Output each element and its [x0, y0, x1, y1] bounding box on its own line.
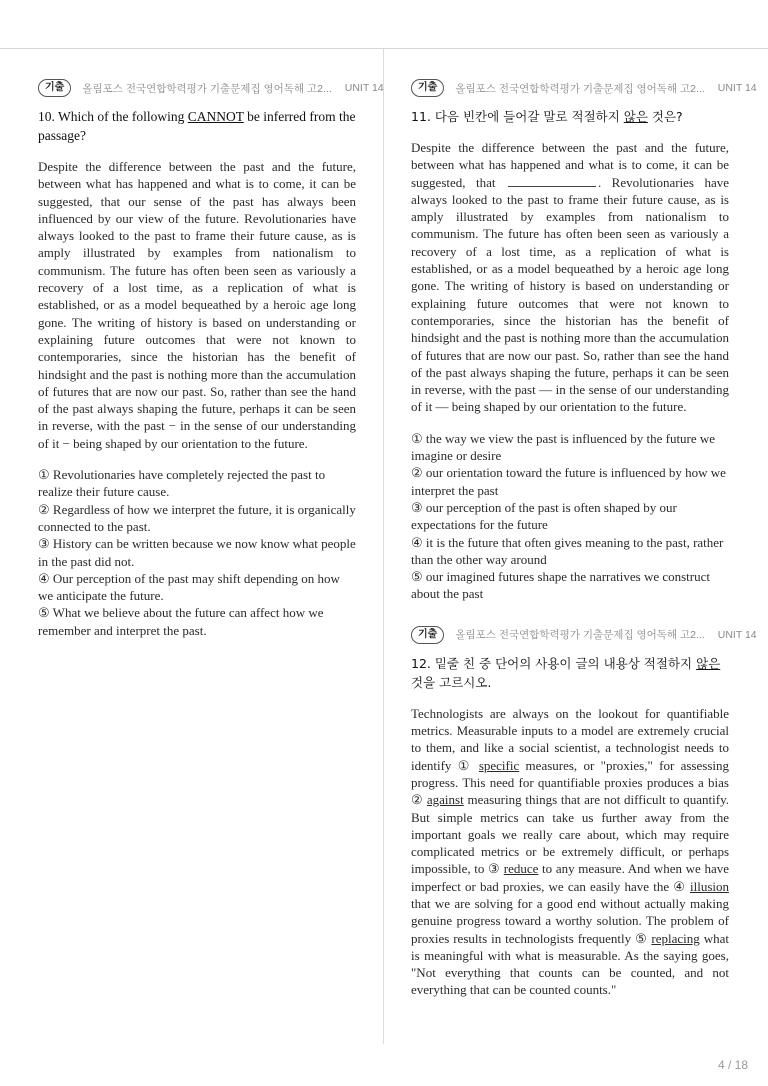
source-label: 올림포스 전국연합학력평가 기출문제집 영어독해 고2... [82, 82, 332, 95]
past-exam-badge: 기출 [411, 79, 444, 97]
question-header [38, 78, 384, 98]
title-text: 12. 밑줄 친 중 단어의 사용이 글의 내용상 적절하지 [411, 655, 697, 671]
title-text: 11. 다음 빈칸에 들어갈 말로 적절하지 [411, 109, 624, 124]
answer-options [38, 466, 356, 639]
underlined-word-5: replacing [651, 930, 700, 946]
underlined-word-2: against [426, 792, 464, 808]
page-number: 4 / 18 [717, 1058, 748, 1072]
option-2[interactable]: ② our orientation toward the future is influenced by how we interpret the past [411, 465, 726, 498]
option-5[interactable]: ⑤ our imagined futures shape the narratives we construct about the past [411, 569, 710, 602]
reading-passage [411, 705, 729, 999]
header-rule [0, 48, 768, 49]
passage-text: measures, or "proxies," for assessing progress. This need for quantifiable proxies produces a bias ② [411, 757, 729, 808]
answer-blank [508, 175, 596, 187]
underlined-word-4: illusion [689, 878, 729, 894]
unit-label: UNIT 14 [717, 82, 757, 94]
answer-options [411, 430, 729, 603]
column-divider [383, 49, 384, 1044]
question-title [411, 654, 729, 692]
reading-passage [411, 139, 729, 416]
underlined-word-3: reduce [503, 861, 539, 877]
title-text: 것을 고르시오. [411, 674, 492, 690]
option-1[interactable]: ① the way we view the past is influenced by the future we imagine or desire [411, 430, 716, 464]
passage-text: Despite the difference between the past and the future, between what has happened and what is to come, it can be suggested, that [411, 140, 729, 190]
source-label: 올림포스 전국연합학력평가 기출문제집 영어독해 고2... [455, 82, 705, 95]
unit-label: UNIT 14 [717, 628, 757, 641]
question-11 [411, 78, 757, 603]
title-underline: CANNOT [187, 109, 244, 124]
title-text: be inferred from the passage? [38, 109, 356, 143]
title-underline: 않은 [623, 109, 648, 124]
passage-text: that we are solving for a good end without actually making genuine progress toward a worthy solution. The problem of proxies results in technologists frequently ⑤ [411, 895, 729, 946]
passage-text: measuring things that are not difficult to quantify. But simple metrics can take us further away from the important goals we really care about, which may require complicated metrics or be extremely difficult, or perhaps impossible, to ③ [411, 792, 730, 877]
question-header [411, 625, 757, 645]
question-12 [411, 625, 757, 999]
past-exam-badge: 기출 [411, 626, 444, 644]
right-column [411, 78, 757, 999]
passage-text: . Revolutionaries have always looked to the past to frame their future cause, as is amply illustrated by examples from nationalism to communism. The future has often been seen as variously a recovery of a lost time, as a replication of what is established, or as a model bequeathed by a heroic age long gone. The writing of history is based on understanding or explaining future outcomes that were not known to contemporaries, since the historian has the benefit of hindsight and the past is nothing more than the accumulation of futures that are now our past. So, rather than see the hand of the past always shaping the future, perhaps it can be seen in reverse, with the past — in the sense of our understanding of it — being shaped by our orientation to the future. [411, 174, 729, 415]
option-4[interactable]: ④ it is the future that often gives meaning to the past, rather than the other way around [411, 534, 724, 567]
option-2[interactable]: ② Regardless of how we interpret the future, it is organically connected to the past. [38, 501, 356, 534]
passage-text: to any measure. And when we have imperfect or bad proxies, we can easily have the ④ [411, 861, 729, 894]
title-text: 10. Which of the following [38, 109, 188, 124]
option-5[interactable]: ⑤ What we believe about the future can affect how we remember and interpret the past. [38, 605, 324, 638]
question-title [38, 107, 356, 145]
question-10 [38, 78, 384, 639]
title-text: 것은? [647, 109, 683, 124]
unit-label: UNIT 14 [344, 82, 384, 94]
title-underline: 않은 [696, 655, 721, 671]
reading-passage: Despite the difference between the past and the future, between what has happened and what is to come, it can be suggested, that our sense of the past has always been influenced by our view of the future. Revolutionaries have always looked to the past to frame their future cause, as is amply illustrated by examples from nationalism to communism. The future has often been seen as variously a recovery of a lost time, as a replication of what is established, or as a model bequeathed by a heroic age long gone. The writing of history is based on understanding or explaining future outcomes that were not known to contemporaries, since the historian has the benefit of hindsight and the past is nothing more than the accumulation of futures that are now our past. So, rather than see the hand of the past always shaping the future, perhaps it can be seen in reverse, with the past − in the sense of our understanding of it − being shaped by our orientation to the future. [38, 159, 356, 451]
question-title [411, 107, 729, 126]
question-header [411, 78, 757, 98]
passage-text: Technologists are always on the lookout for quantifiable metrics. Measurable inputs to a model are extremely crucial to them, and like a social scientist, a technologist needs to identify ① [411, 705, 729, 773]
option-4[interactable]: ④ Our perception of the past may shift depending on how we anticipate the future. [38, 570, 340, 604]
passage-text: what is meaningful with what is measurable. As the saying goes, "Not everything that counts can be counted, and not everything that can be counted counts." [411, 930, 729, 998]
option-3[interactable]: ③ History can be written because we now know what people in the past did not. [38, 536, 356, 569]
underlined-word-1: specific [478, 757, 520, 773]
option-1[interactable]: ① Revolutionaries have completely rejected the past to realize their future cause. [38, 467, 326, 500]
option-3[interactable]: ③ our perception of the past is often shaped by our expectations for the future [411, 499, 677, 533]
past-exam-badge: 기출 [38, 79, 71, 97]
source-label: 올림포스 전국연합학력평가 기출문제집 영어독해 고2... [455, 629, 705, 642]
